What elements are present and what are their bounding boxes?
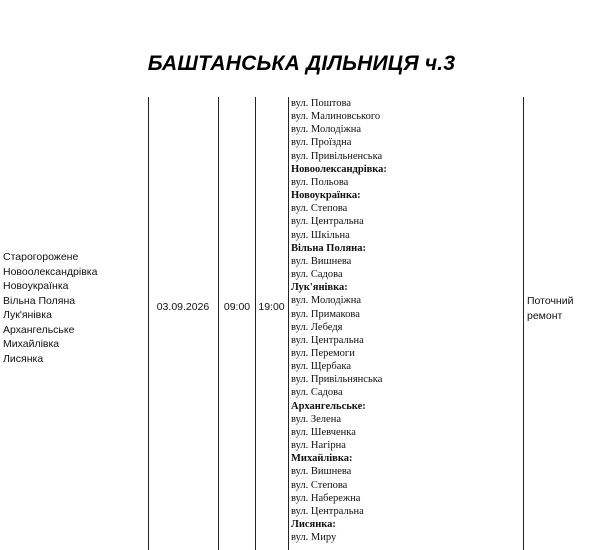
- street-item: вул. Лебедя: [291, 321, 343, 333]
- reason-cell: [527, 294, 601, 324]
- street-item: вул. Шевченка: [291, 426, 356, 438]
- street-item: вул. Вишнева: [291, 255, 352, 267]
- street-item: вул. Привільненська: [291, 150, 383, 162]
- reason-line: Поточний: [527, 295, 574, 307]
- column-divider: [255, 97, 256, 550]
- village-name: Вільна Поляна: [3, 294, 76, 307]
- village-name: Лисянка: [3, 352, 44, 365]
- column-divider: [218, 97, 219, 550]
- street-item: вул. Поштова: [291, 98, 351, 109]
- time-from: 09:00: [223, 301, 251, 313]
- street-item: вул. Вишнева: [291, 466, 352, 478]
- page-title: БАШТАНСЬКА ДІЛЬНИЦЯ ч.3: [147, 52, 456, 75]
- street-item: вул. Молодіжна: [291, 124, 362, 136]
- locality-heading: Лисянка:: [291, 519, 336, 530]
- street-item: вул. Садова: [291, 387, 343, 399]
- street-item: вул. Шкільна: [291, 229, 350, 241]
- locality-heading: Архангельське:: [291, 400, 366, 412]
- street-item: вул. Щербака: [291, 361, 351, 373]
- time-to: 19:00: [258, 301, 285, 313]
- street-item: вул. Польова: [291, 176, 349, 188]
- village-name: Михайлівка: [3, 338, 60, 350]
- village-name: Новоолександрівка: [3, 265, 98, 278]
- village-name: Лук'янівка: [3, 309, 52, 321]
- street-item: вул. Центральна: [291, 216, 364, 228]
- street-item: вул. Нагірна: [291, 440, 346, 452]
- street-item: вул. Малиновського: [291, 111, 381, 123]
- street-item: вул. Привільнянська: [291, 374, 383, 386]
- village-name: Старогорожене: [3, 251, 79, 263]
- street-item: вул. Набережна: [291, 492, 361, 504]
- street-item: вул. Проїздна: [291, 137, 352, 149]
- column-divider: [148, 97, 149, 550]
- column-divider: [523, 97, 524, 550]
- street-item: вул. Молодіжна: [291, 295, 362, 307]
- street-item: вул. Садова: [291, 269, 343, 281]
- column-divider: [288, 97, 289, 550]
- reason-line: ремонт: [527, 310, 563, 322]
- locality-heading: Михайлівка:: [291, 453, 353, 465]
- street-item: вул. Перемоги: [291, 347, 355, 359]
- village-name: Архангельське: [3, 323, 75, 336]
- street-item: вул. Центральна: [291, 505, 364, 517]
- street-item: вул. Примакова: [291, 308, 360, 320]
- locality-heading: Новоукраїнка:: [291, 190, 361, 202]
- street-item: вул. Степова: [291, 203, 348, 215]
- locality-heading: Вільна Поляна:: [291, 242, 366, 254]
- streets-cell: [291, 97, 521, 544]
- street-item: вул. Центральна: [291, 334, 364, 346]
- street-item: вул. Степова: [291, 479, 348, 491]
- locality-heading: Лук'янівка:: [291, 282, 348, 294]
- village-name: Новоукраїнка: [3, 280, 69, 292]
- outage-date: 03.09.2026: [156, 301, 210, 313]
- locality-heading: Новоолександрівка:: [291, 163, 387, 175]
- street-item: вул. Миру: [291, 532, 337, 544]
- street-item: вул. Зелена: [291, 413, 341, 425]
- villages-cell: [3, 250, 146, 366]
